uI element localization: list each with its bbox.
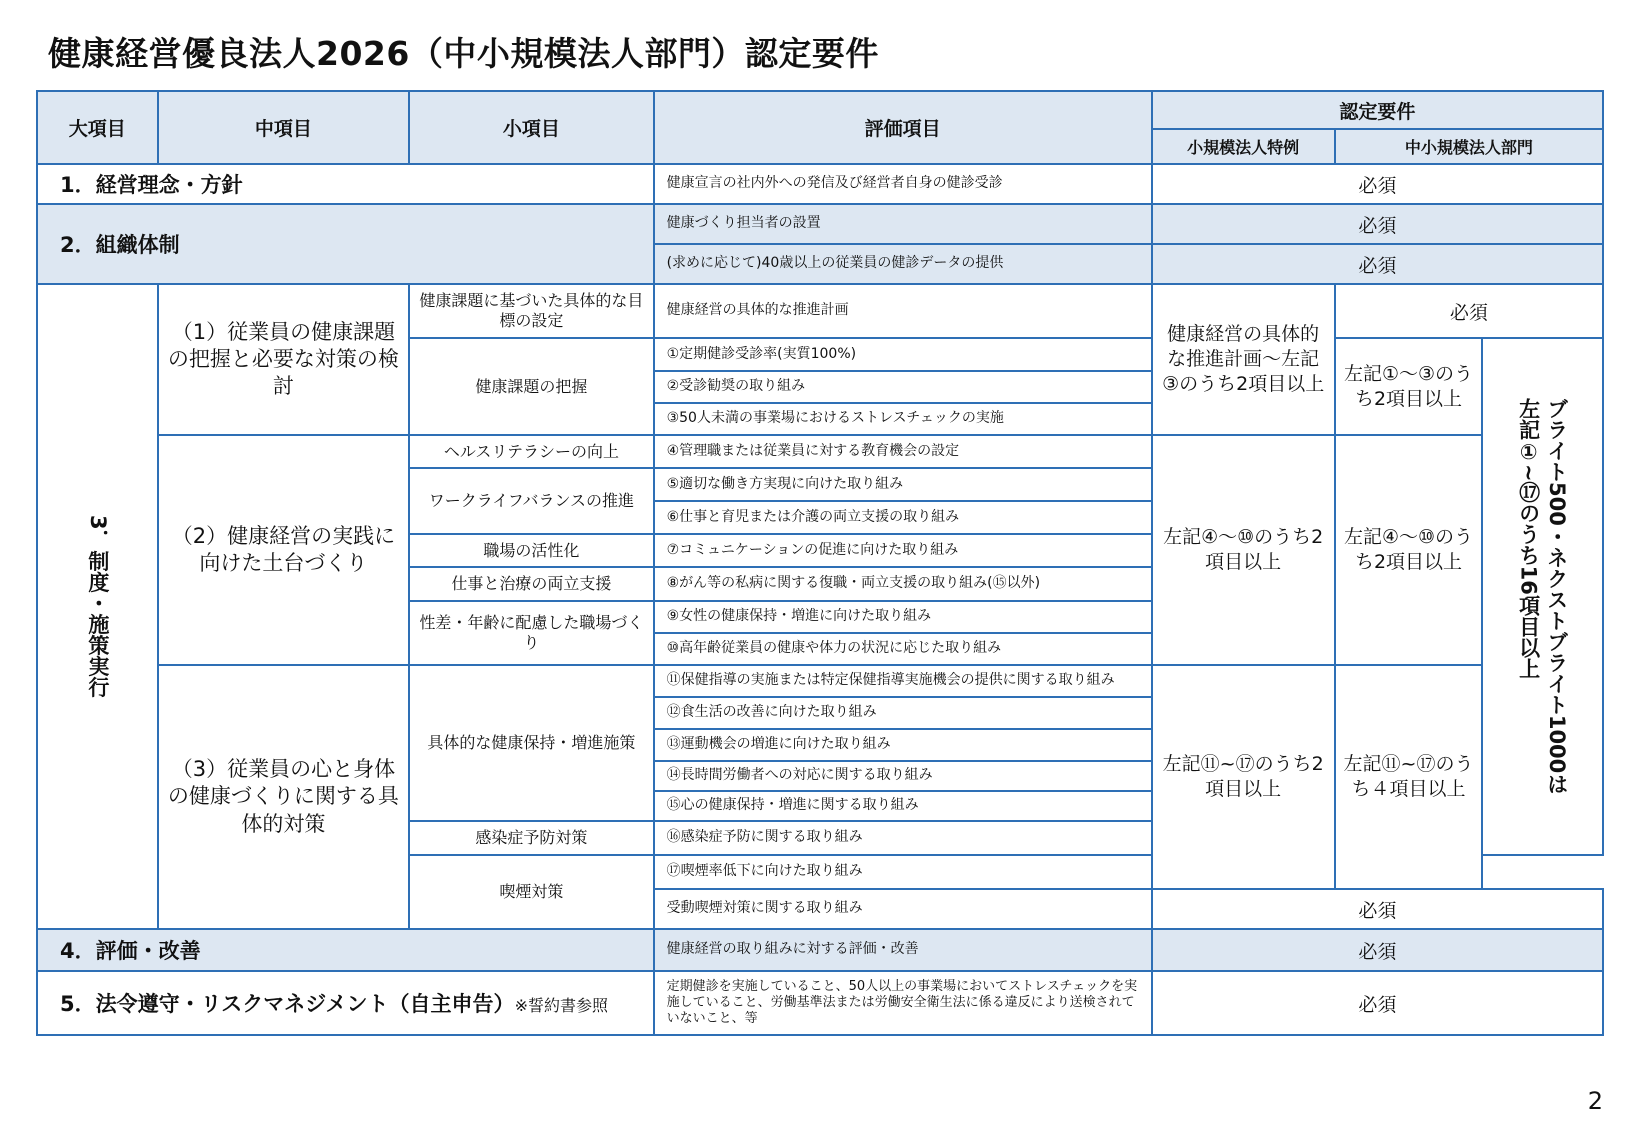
small-req-4to10: 左記④～⑩のうち2項目以上 xyxy=(1152,435,1335,665)
eval-item: ⑯感染症予防に関する取り組み xyxy=(654,821,1152,855)
bright-requirement-line2: 左記①~⑰のうち16項目以上 xyxy=(1516,398,1541,680)
sme-req-11to17: 左記⑪~⑰のうち４項目以上 xyxy=(1335,665,1483,889)
eval-item: ⑧がん等の私病に関する復職・両立支援の取り組み(⑮以外) xyxy=(654,567,1152,601)
eval-item: 受動喫煙対策に関する取り組み xyxy=(654,889,1152,929)
header-row xyxy=(37,91,1603,129)
section-3-row xyxy=(37,665,1603,697)
section-5-title: 5．法令遵守・リスクマネジメント（自主申告） xyxy=(60,992,515,1016)
header-major: 大項目 xyxy=(37,91,158,164)
minor-item-promotion: 具体的な健康保持・増進施策 xyxy=(409,665,653,821)
section-2-title: 2．組織体制 xyxy=(37,204,654,284)
section-3-title-cell xyxy=(37,284,158,929)
minor-item-wlb: ワークライフバランスの推進 xyxy=(409,468,653,534)
page-title: 健康経営優良法人2026（中小規模法人部門）認定要件 xyxy=(48,34,879,73)
eval-item: ⑰喫煙率低下に向けた取り組み xyxy=(654,855,1152,889)
requirement-must: 必須 xyxy=(1152,929,1603,971)
section-3-row xyxy=(37,284,1603,338)
eval-item: ⑭長時間労働者への対応に関する取り組み xyxy=(654,761,1152,791)
eval-item: ⑬運動機会の増進に向けた取り組み xyxy=(654,729,1152,761)
eval-item: ⑤適切な働き方実現に向けた取り組み xyxy=(654,468,1152,501)
header-certification: 認定要件 xyxy=(1152,91,1603,129)
section-1-title: 1．経営理念・方針 xyxy=(37,164,654,204)
section-2-row xyxy=(37,204,1603,244)
minor-item-infection: 感染症予防対策 xyxy=(409,821,653,855)
requirement-must: 必須 xyxy=(1152,164,1603,204)
eval-item: 健康経営の取り組みに対する評価・改善 xyxy=(654,929,1152,971)
eval-item: ⑩高年齢従業員の健康や体力の状況に応じた取り組み xyxy=(654,633,1152,665)
section-3-title: 3．制度・施策実行 xyxy=(85,515,110,698)
header-sme-division: 中小規模法人部門 xyxy=(1335,129,1603,164)
requirement-must: 必須 xyxy=(1152,244,1603,284)
header-middle: 中項目 xyxy=(158,91,410,164)
minor-item-grasp: 健康課題の把握 xyxy=(409,338,653,435)
section-4-title: 4．評価・改善 xyxy=(37,929,654,971)
minor-item-literacy: ヘルスリテラシーの向上 xyxy=(409,435,653,468)
eval-item: ⑨女性の健康保持・増進に向けた取り組み xyxy=(654,601,1152,633)
middle-item-3: （3）従業員の心と身体の健康づくりに関する具体的対策 xyxy=(158,665,410,929)
header-small-exception: 小規模法人特例 xyxy=(1152,129,1335,164)
certification-requirements-table xyxy=(36,90,1604,1036)
eval-item: ③50人未満の事業場におけるストレスチェックの実施 xyxy=(654,403,1152,435)
bright-requirement-line1: ブライト500・ネクストブライト1000は xyxy=(1544,398,1569,795)
eval-item: ②受診勧奨の取り組み xyxy=(654,371,1152,403)
eval-item: 健康づくり担当者の設置 xyxy=(654,204,1152,244)
eval-item: 定期健診を実施していること、50人以上の事業場においてストレスチェックを実施していること、労働基準法または労働安全衛生法に係る違反により送検されていないこと、等 xyxy=(654,971,1152,1035)
eval-item: ⑦コミュニケーションの促進に向けた取り組み xyxy=(654,534,1152,567)
section-5-title-cell xyxy=(37,971,654,1035)
eval-item: 健康宣言の社内外への発信及び経営者自身の健診受診 xyxy=(654,164,1152,204)
eval-item: ⑥仕事と育児または介護の両立支援の取り組み xyxy=(654,501,1152,534)
middle-item-1: （1）従業員の健康課題の把握と必要な対策の検討 xyxy=(158,284,410,435)
sme-req-1to3: 左記①～③のうち2項目以上 xyxy=(1335,338,1483,435)
minor-item-smoking: 喫煙対策 xyxy=(409,855,653,929)
minor-item-gender: 性差・年齢に配慮した職場づくり xyxy=(409,601,653,665)
bright-requirement-cell xyxy=(1482,338,1603,855)
middle-item-2: （2）健康経営の実践に向けた土台づくり xyxy=(158,435,410,665)
eval-item: (求めに応じて)40歳以上の従業員の健診データの提供 xyxy=(654,244,1152,284)
eval-item: ⑫食生活の改善に向けた取り組み xyxy=(654,697,1152,729)
eval-item: 健康経営の具体的な推進計画 xyxy=(654,284,1152,338)
sme-req-4to10: 左記④～⑩のうち2項目以上 xyxy=(1335,435,1483,665)
page-number: 2 xyxy=(1587,1087,1603,1115)
section-1-row xyxy=(37,164,1603,204)
eval-item: ⑪保健指導の実施または特定保健指導実施機会の提供に関する取り組み xyxy=(654,665,1152,697)
minor-item-vitality: 職場の活性化 xyxy=(409,534,653,567)
requirement-must: 必須 xyxy=(1152,971,1603,1035)
eval-item: ①定期健診受診率(実質100%) xyxy=(654,338,1152,371)
small-req-plan: 健康経営の具体的な推進計画～左記③のうち2項目以上 xyxy=(1152,284,1335,435)
minor-item-treatment: 仕事と治療の両立支援 xyxy=(409,567,653,601)
header-minor: 小項目 xyxy=(409,91,653,164)
section-5-note: ※誓約書参照 xyxy=(514,996,608,1015)
eval-item: ⑮心の健康保持・増進に関する取り組み xyxy=(654,791,1152,821)
requirement-must: 必須 xyxy=(1152,204,1603,244)
minor-item-goal: 健康課題に基づいた具体的な目標の設定 xyxy=(409,284,653,338)
section-5-row xyxy=(37,971,1603,1035)
requirement-must: 必須 xyxy=(1335,284,1603,338)
header-evaluation: 評価項目 xyxy=(654,91,1152,164)
section-4-row xyxy=(37,929,1603,971)
requirement-must: 必須 xyxy=(1152,889,1603,929)
eval-item: ④管理職または従業員に対する教育機会の設定 xyxy=(654,435,1152,468)
small-req-11to17: 左記⑪~⑰のうち2項目以上 xyxy=(1152,665,1335,889)
section-3-row xyxy=(37,435,1603,468)
